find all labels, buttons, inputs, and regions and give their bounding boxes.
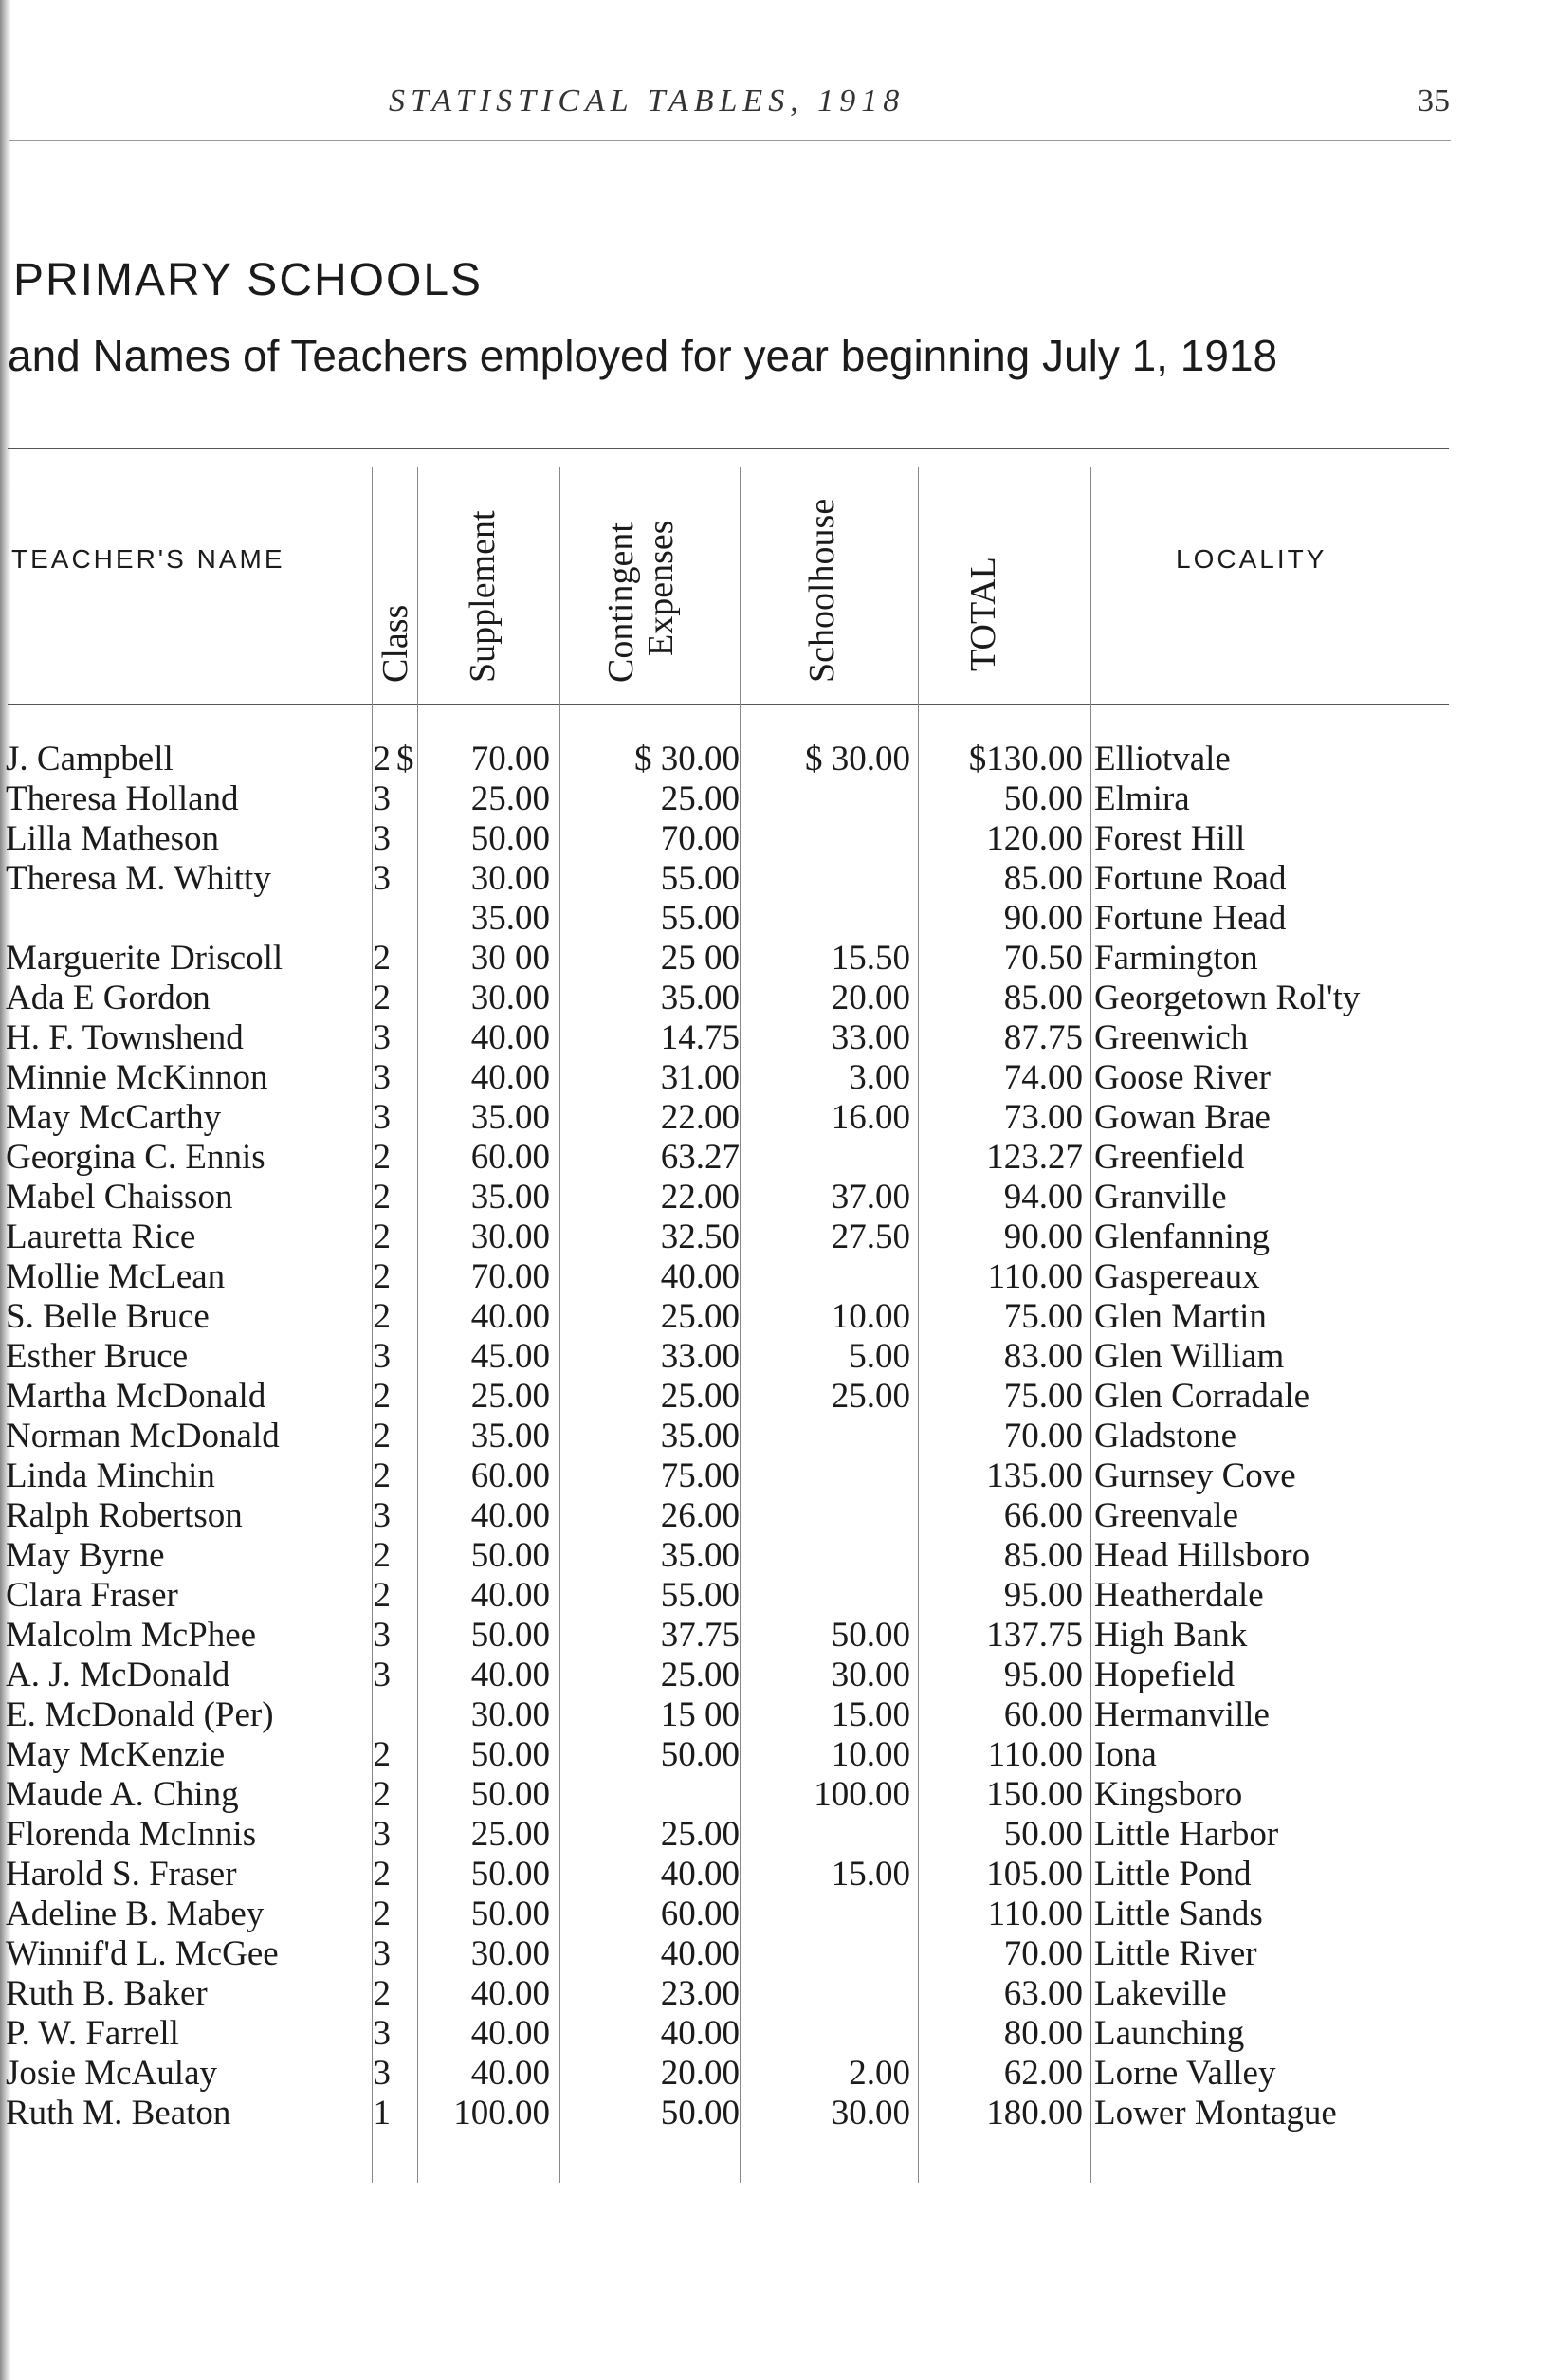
total-value: 110.00 — [987, 1895, 1083, 1933]
locality-value: Little Pond — [1094, 1855, 1252, 1894]
teacher-name: Mollie McLean — [6, 1257, 226, 1296]
class-value: 2 — [373, 1138, 391, 1177]
class-value: 3 — [373, 1656, 391, 1694]
total-value: 105.00 — [986, 1855, 1083, 1894]
locality-value: Lower Montague — [1094, 2094, 1337, 2133]
schoolhouse-value: 25.00 — [831, 1377, 910, 1416]
locality-value: Goose River — [1094, 1058, 1271, 1097]
total-value: 180.00 — [986, 2094, 1083, 2133]
contingent-value: 40.00 — [660, 1934, 740, 1973]
total-value: 95.00 — [1003, 1656, 1083, 1694]
contingent-value: 35.00 — [660, 979, 740, 1017]
class-value: 2 — [373, 1377, 391, 1416]
teacher-name: Ruth B. Baker — [6, 1974, 208, 2013]
table-row — [0, 1337, 1556, 1377]
table-row — [0, 1695, 1556, 1735]
locality-value: Farmington — [1094, 939, 1258, 978]
total-value: 66.00 — [1003, 1496, 1083, 1535]
supplement-value: 30.00 — [470, 859, 550, 898]
table-row — [0, 740, 1556, 779]
total-value: 74.00 — [1003, 1058, 1083, 1097]
schoolhouse-value: 30.00 — [831, 2094, 910, 2133]
supplement-value: 35.00 — [470, 1178, 550, 1217]
schoolhouse-value: 33.00 — [831, 1018, 910, 1057]
contingent-value: 25.00 — [660, 1377, 740, 1416]
table-row — [0, 1098, 1556, 1138]
locality-value: Kingsboro — [1094, 1775, 1243, 1814]
contingent-value: 14.75 — [660, 1018, 740, 1057]
contingent-value: 22.00 — [660, 1098, 740, 1137]
total-value: $130.00 — [968, 740, 1083, 778]
locality-value: Gurnsey Cove — [1094, 1456, 1296, 1495]
contingent-value: 25.00 — [660, 1656, 740, 1694]
schoolhouse-value: 3.00 — [849, 1058, 910, 1097]
running-title: STATISTICAL TABLES, 1918 — [389, 83, 906, 119]
contingent-value: 33.00 — [660, 1337, 740, 1376]
total-value: 94.00 — [1003, 1178, 1083, 1217]
teacher-name: Esther Bruce — [6, 1337, 189, 1376]
table-row — [0, 1178, 1556, 1217]
schoolhouse-value: 5.00 — [849, 1337, 910, 1376]
supplement-value: 40.00 — [470, 1018, 550, 1057]
supplement-value: 70.00 — [470, 1257, 550, 1296]
teacher-name: Ada E Gordon — [6, 979, 211, 1017]
supplement-value: 50.00 — [470, 1895, 550, 1933]
class-value: 2 — [373, 1576, 391, 1615]
section-title: PRIMARY SCHOOLS — [13, 255, 484, 305]
class-value: 2 — [373, 1297, 391, 1336]
table-row — [0, 1974, 1556, 2014]
total-value: 120.00 — [986, 819, 1083, 858]
table-row — [0, 1934, 1556, 1974]
supplement-value: 40.00 — [470, 1576, 550, 1615]
table-row — [0, 1377, 1556, 1417]
supplement-value: 50.00 — [470, 1536, 550, 1575]
locality-value: Little Harbor — [1094, 1815, 1279, 1854]
teacher-name: Malcolm McPhee — [6, 1616, 257, 1655]
total-value: 150.00 — [986, 1775, 1083, 1814]
schoolhouse-value: 27.50 — [831, 1217, 910, 1256]
supplement-value: 35.00 — [470, 1417, 550, 1455]
teachers-table — [0, 429, 1556, 2135]
total-value: 62.00 — [1003, 2054, 1083, 2093]
locality-value: Elliotvale — [1094, 740, 1231, 778]
contingent-value: 25.00 — [660, 1815, 740, 1854]
header-contingent: Contingent — [601, 522, 641, 683]
class-value: 3 — [373, 819, 391, 858]
section-subtitle: and Names of Teachers employed for year beginning July 1, 1918 — [8, 331, 1278, 380]
schoolhouse-value: 2.00 — [849, 2054, 910, 2093]
table-row — [0, 819, 1556, 859]
teacher-name: Georgina C. Ennis — [6, 1138, 265, 1177]
teacher-name: Ralph Robertson — [6, 1496, 243, 1535]
class-value: 3 — [373, 1098, 391, 1137]
schoolhouse-value: 16.00 — [831, 1098, 910, 1137]
locality-value: Glen William — [1094, 1337, 1285, 1376]
contingent-value: 63.27 — [660, 1138, 740, 1177]
teacher-name: Josie McAulay — [6, 2054, 217, 2093]
locality-value: Little Sands — [1094, 1895, 1263, 1933]
table-row — [0, 1297, 1556, 1337]
locality-value: Fortune Road — [1094, 859, 1287, 898]
teacher-name: J. Campbell — [6, 740, 174, 778]
total-value: 75.00 — [1003, 1297, 1083, 1336]
total-value: 50.00 — [1003, 779, 1083, 818]
class-value: 3 — [373, 1616, 391, 1655]
table-row — [0, 1656, 1556, 1695]
total-value: 50.00 — [1003, 1815, 1083, 1854]
total-value: 90.00 — [1003, 1217, 1083, 1256]
header-teacher-name: TEACHER'S NAME — [11, 544, 285, 574]
page-number: 35 — [1418, 83, 1450, 119]
teacher-name: May McCarthy — [6, 1098, 222, 1137]
supplement-value: 60.00 — [470, 1456, 550, 1495]
class-value: 3 — [373, 1934, 391, 1973]
total-value: 73.00 — [1003, 1098, 1083, 1137]
table-row — [0, 2054, 1556, 2094]
schoolhouse-value: 10.00 — [831, 1297, 910, 1336]
locality-value: Glen Martin — [1094, 1297, 1267, 1336]
table-row — [0, 1257, 1556, 1297]
table-row — [0, 1417, 1556, 1456]
contingent-value: 60.00 — [660, 1895, 740, 1933]
teacher-name: A. J. McDonald — [6, 1656, 230, 1694]
class-value: 3 — [373, 2014, 391, 2053]
contingent-value: 26.00 — [660, 1496, 740, 1535]
table-row — [0, 1536, 1556, 1576]
supplement-value: 60.00 — [470, 1138, 550, 1177]
locality-value: Heatherdale — [1094, 1576, 1264, 1615]
teacher-name: Florenda McInnis — [6, 1815, 257, 1854]
contingent-value: 70.00 — [660, 819, 740, 858]
total-value: 110.00 — [987, 1257, 1083, 1296]
class-value: 2 — [373, 1257, 391, 1296]
class-value: 3 — [373, 779, 391, 818]
locality-value: Fortune Head — [1094, 899, 1287, 938]
supplement-value: 25.00 — [470, 1815, 550, 1854]
table-header-rule — [8, 704, 1449, 705]
locality-value: Gaspereaux — [1094, 1257, 1260, 1296]
contingent-value: 15 00 — [660, 1695, 740, 1734]
total-value: 135.00 — [986, 1456, 1083, 1495]
schoolhouse-value: 10.00 — [831, 1735, 910, 1774]
table-row — [0, 1496, 1556, 1536]
schoolhouse-value: 15.50 — [831, 939, 910, 978]
total-value: 75.00 — [1003, 1377, 1083, 1416]
supplement-value: 40.00 — [470, 1496, 550, 1535]
class-value: 3 — [373, 2054, 391, 2093]
schoolhouse-value: 37.00 — [831, 1178, 910, 1217]
class-value: 3 — [373, 1018, 391, 1057]
contingent-value: 20.00 — [660, 2054, 740, 2093]
table-row — [0, 1895, 1556, 1934]
class-value: 2 — [373, 1536, 391, 1575]
contingent-value: 25.00 — [660, 1297, 740, 1336]
total-value: 70.00 — [1003, 1417, 1083, 1455]
teacher-name: Harold S. Fraser — [6, 1855, 237, 1894]
teacher-name: Ruth M. Beaton — [6, 2094, 231, 2133]
total-value: 70.50 — [1003, 939, 1083, 978]
locality-value: Lorne Valley — [1094, 2054, 1276, 2093]
supplement-value: 25.00 — [470, 1377, 550, 1416]
supplement-value: 40.00 — [470, 2014, 550, 2053]
supplement-value: 30 00 — [470, 939, 550, 978]
locality-value: Iona — [1094, 1735, 1157, 1774]
contingent-value: 55.00 — [660, 1576, 740, 1615]
schoolhouse-value: 30.00 — [831, 1656, 910, 1694]
locality-value: Lakeville — [1094, 1974, 1227, 2013]
teacher-name: Theresa Holland — [6, 779, 239, 818]
header-schoolhouse: Schoolhouse — [802, 498, 842, 683]
schoolhouse-value: 100.00 — [814, 1775, 910, 1814]
locality-value: Forest Hill — [1094, 819, 1246, 858]
contingent-value: 75.00 — [660, 1456, 740, 1495]
total-value: 70.00 — [1003, 1934, 1083, 1973]
header-supplement: Supplement — [463, 510, 503, 683]
class-value: 2 — [373, 1178, 391, 1217]
contingent-value: 32.50 — [660, 1217, 740, 1256]
table-row — [0, 1576, 1556, 1616]
locality-value: High Bank — [1094, 1616, 1248, 1655]
supplement-value: 50.00 — [470, 1735, 550, 1774]
supplement-value: 50.00 — [470, 1855, 550, 1894]
total-value: 80.00 — [1003, 2014, 1083, 2053]
teacher-name: H. F. Townshend — [6, 1018, 244, 1057]
supplement-value: 40.00 — [470, 2054, 550, 2093]
teacher-name: Adeline B. Mabey — [6, 1895, 265, 1933]
teacher-name: Martha McDonald — [6, 1377, 266, 1416]
teacher-name: Maude A. Ching — [6, 1775, 239, 1814]
table-row — [0, 1058, 1556, 1098]
locality-value: Launching — [1094, 2014, 1245, 2053]
running-head — [0, 83, 1556, 140]
locality-value: Little River — [1094, 1934, 1257, 1973]
class-value: 2 — [373, 1974, 391, 2013]
table-row — [0, 899, 1556, 939]
contingent-value: 35.00 — [660, 1417, 740, 1455]
supplement-value: 40.00 — [470, 1656, 550, 1694]
locality-value: Gowan Brae — [1094, 1098, 1271, 1137]
supplement-value: 30.00 — [470, 1217, 550, 1256]
locality-value: Hopefield — [1094, 1656, 1235, 1694]
supplement-value: 35.00 — [470, 1098, 550, 1137]
class-value: 2 — [373, 740, 391, 778]
total-value: 95.00 — [1003, 1576, 1083, 1615]
total-value: 87.75 — [1003, 1018, 1083, 1057]
header-class: Class — [375, 604, 415, 683]
table-row — [0, 1815, 1556, 1855]
class-value: 3 — [373, 1337, 391, 1376]
locality-value: Glen Corradale — [1094, 1377, 1310, 1416]
teacher-name: P. W. Farrell — [6, 2014, 179, 2053]
total-value: 85.00 — [1003, 859, 1083, 898]
contingent-value: $ 30.00 — [634, 740, 740, 778]
supplement-value: 70.00 — [470, 740, 550, 778]
contingent-value: 40.00 — [660, 1855, 740, 1894]
teacher-name: E. McDonald (Per) — [6, 1695, 274, 1734]
supplement-value: 40.00 — [470, 1058, 550, 1097]
schoolhouse-value: 20.00 — [831, 979, 910, 1017]
total-value: 110.00 — [987, 1735, 1083, 1774]
locality-value: Elmira — [1094, 779, 1190, 818]
contingent-value: 23.00 — [660, 1974, 740, 2013]
header-rule — [9, 140, 1451, 141]
table-row — [0, 1616, 1556, 1656]
total-value: 63.00 — [1003, 1974, 1083, 2013]
supplement-value: 30.00 — [470, 979, 550, 1017]
locality-value: Glenfanning — [1094, 1217, 1270, 1256]
class-value: 3 — [373, 1058, 391, 1097]
contingent-value: 50.00 — [660, 2094, 740, 2133]
class-value: 2 — [373, 979, 391, 1017]
total-value: 90.00 — [1003, 899, 1083, 938]
total-value: 85.00 — [1003, 1536, 1083, 1575]
contingent-value: 35.00 — [660, 1536, 740, 1575]
contingent-value: 31.00 — [660, 1058, 740, 1097]
table-row — [0, 1217, 1556, 1257]
locality-value: Granville — [1094, 1178, 1227, 1217]
class-value: 3 — [373, 1496, 391, 1535]
teacher-name: May Byrne — [6, 1536, 165, 1575]
teacher-name: Lauretta Rice — [6, 1217, 196, 1256]
contingent-value: 50.00 — [660, 1735, 740, 1774]
teacher-name: Theresa M. Whitty — [6, 859, 271, 898]
class-value: 3 — [373, 859, 391, 898]
table-row — [0, 1018, 1556, 1058]
table-row — [0, 979, 1556, 1018]
contingent-value: 37.75 — [660, 1616, 740, 1655]
teacher-name: Norman McDonald — [6, 1417, 280, 1455]
contingent-value: 25.00 — [660, 779, 740, 818]
supplement-value: 30.00 — [470, 1695, 550, 1734]
teacher-name: Lilla Matheson — [6, 819, 220, 858]
table-row — [0, 859, 1556, 899]
table-row — [0, 1456, 1556, 1496]
teacher-name: Linda Minchin — [6, 1456, 215, 1495]
header-locality: LOCALITY — [1176, 544, 1327, 574]
supplement-value: 50.00 — [470, 819, 550, 858]
class-value: 1 — [373, 2094, 391, 2133]
class-value: 2 — [373, 1775, 391, 1814]
supplement-value: 45.00 — [470, 1337, 550, 1376]
header-expenses: Expenses — [641, 520, 681, 656]
supplement-value: 50.00 — [470, 1775, 550, 1814]
supplement-value: 40.00 — [470, 1974, 550, 2013]
contingent-value: 22.00 — [660, 1178, 740, 1217]
supplement-value: 40.00 — [470, 1297, 550, 1336]
table-row — [0, 1855, 1556, 1895]
schoolhouse-value: 50.00 — [831, 1616, 910, 1655]
total-value: 137.75 — [986, 1616, 1083, 1655]
table-row — [0, 1775, 1556, 1815]
total-value: 83.00 — [1003, 1337, 1083, 1376]
table-row — [0, 939, 1556, 979]
locality-value: Georgetown Rol'ty — [1094, 979, 1361, 1017]
class-value: 2 — [373, 1456, 391, 1495]
contingent-value: 55.00 — [660, 859, 740, 898]
total-value: 123.27 — [986, 1138, 1083, 1177]
locality-value: Greenfield — [1094, 1138, 1245, 1177]
locality-value: Gladstone — [1094, 1417, 1237, 1455]
table-row — [0, 779, 1556, 819]
supplement-value: 50.00 — [470, 1616, 550, 1655]
class-value: 2 — [373, 1855, 391, 1894]
supplement-value: 25.00 — [470, 779, 550, 818]
table-top-rule — [8, 448, 1449, 449]
class-value: 3 — [373, 1815, 391, 1854]
schoolhouse-value: 15.00 — [831, 1855, 910, 1894]
supplement-value: 35.00 — [470, 899, 550, 938]
class-value: 2 — [373, 939, 391, 978]
locality-value: Greenwich — [1094, 1018, 1249, 1057]
locality-value: Hermanville — [1094, 1695, 1270, 1734]
table-row — [0, 2094, 1556, 2133]
teacher-name: Minnie McKinnon — [6, 1058, 268, 1097]
teacher-name: May McKenzie — [6, 1735, 226, 1774]
locality-value: Greenvale — [1094, 1496, 1239, 1535]
total-value: 60.00 — [1003, 1695, 1083, 1734]
supplement-value: 30.00 — [470, 1934, 550, 1973]
table-row — [0, 1735, 1556, 1775]
contingent-value: 55.00 — [660, 899, 740, 938]
class-value: 2 — [373, 1735, 391, 1774]
teacher-name: Clara Fraser — [6, 1576, 178, 1615]
header-total: TOTAL — [963, 557, 1003, 671]
class-value: 2 — [373, 1895, 391, 1933]
teacher-name: Mabel Chaisson — [6, 1178, 233, 1217]
class-value: 2 — [373, 1417, 391, 1455]
teacher-name: Winnif'd L. McGee — [6, 1934, 279, 1973]
locality-value: Head Hillsboro — [1094, 1536, 1310, 1575]
class-value: 2 — [373, 1217, 391, 1256]
contingent-value: 40.00 — [660, 1257, 740, 1296]
supplement-value: 100.00 — [453, 2094, 550, 2133]
table-row — [0, 2014, 1556, 2054]
teacher-name: S. Belle Bruce — [6, 1297, 210, 1336]
dollar-sign: $ — [396, 740, 414, 778]
contingent-value: 25 00 — [660, 939, 740, 978]
contingent-value: 40.00 — [660, 2014, 740, 2053]
table-row — [0, 1138, 1556, 1178]
total-value: 85.00 — [1003, 979, 1083, 1017]
teacher-name: Marguerite Driscoll — [6, 939, 284, 978]
schoolhouse-value: $ 30.00 — [805, 740, 910, 778]
schoolhouse-value: 15.00 — [831, 1695, 910, 1734]
